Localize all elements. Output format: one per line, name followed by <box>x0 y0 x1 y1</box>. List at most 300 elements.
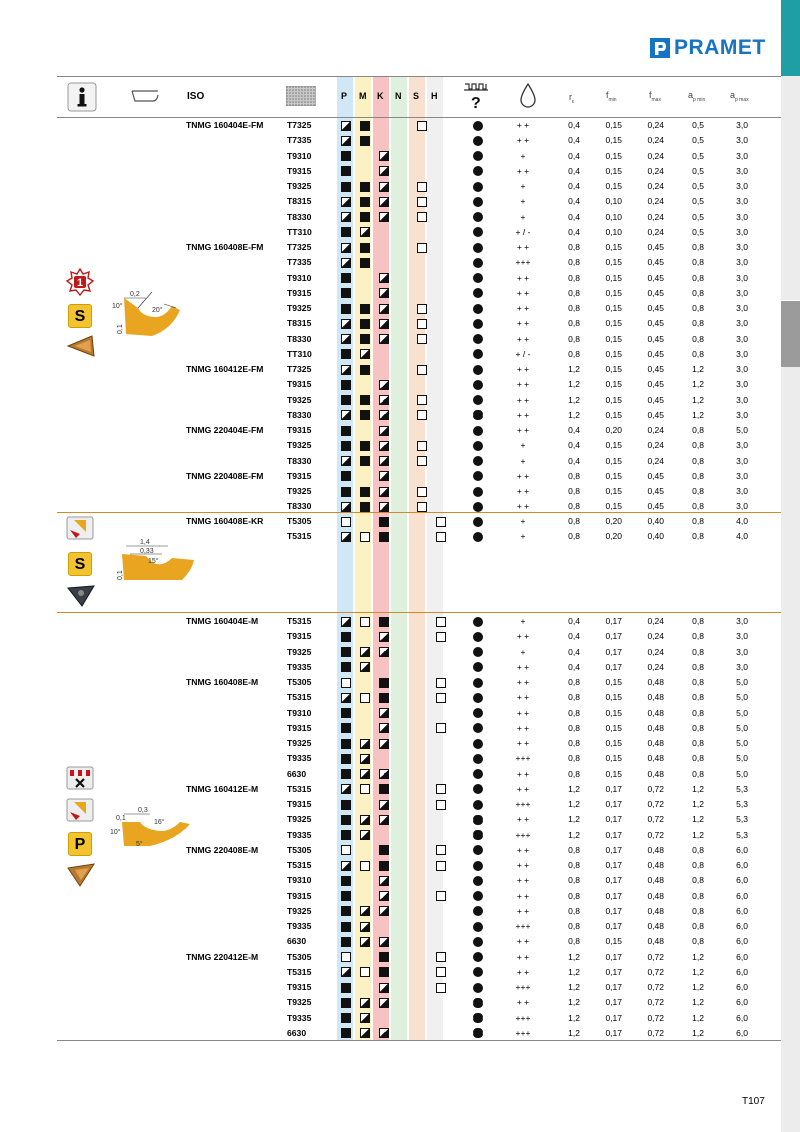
grade-code: T9315 <box>287 425 312 435</box>
cutting-stability-mark <box>473 410 483 420</box>
suitability-K <box>379 983 389 993</box>
svg-text:1: 1 <box>77 277 84 289</box>
feed-min: 0,15 <box>605 364 622 374</box>
depth-max: 5,0 <box>736 425 748 435</box>
feed-max: 0,45 <box>647 287 664 298</box>
corner-radius: 0,8 <box>568 905 580 916</box>
suitability-H <box>436 952 446 962</box>
depth-min: 0,8 <box>692 905 704 916</box>
corner-radius: 0,8 <box>568 707 580 718</box>
feed-max: 0,72 <box>647 829 664 840</box>
table-header <box>57 76 781 118</box>
feed-min: 0,15 <box>605 257 622 268</box>
suitability-K <box>379 815 389 825</box>
feed-max: 0,24 <box>647 181 664 191</box>
rc-header: $r_\varepsilon$ <box>569 92 575 105</box>
depth-max: 3,0 <box>736 455 748 466</box>
cutting-stability-mark <box>473 502 483 512</box>
condition-rating: +++ <box>515 921 531 931</box>
triangular-insert-dark-icon <box>66 584 96 608</box>
condition-rating: + + <box>516 394 530 405</box>
condition-rating: + <box>520 150 526 161</box>
cutting-stability-mark <box>473 967 483 977</box>
suitability-H <box>436 784 446 794</box>
suitability-P <box>341 136 351 146</box>
suitability-M <box>360 395 370 405</box>
feed-max: 0,48 <box>647 677 664 687</box>
suitability-P <box>341 487 351 497</box>
suitability-P <box>341 166 351 176</box>
grade-code: T7335 <box>287 257 312 268</box>
feed-max: 0,48 <box>647 768 664 779</box>
grade-code: TT310 <box>287 226 312 237</box>
depth-max: 5,0 <box>736 677 748 687</box>
corner-radius: 0,8 <box>568 875 580 886</box>
depth-min: 0,5 <box>692 120 704 130</box>
suitability-M <box>360 227 370 237</box>
suitability-K <box>379 273 389 283</box>
depth-max: 5,0 <box>736 738 748 748</box>
m-a3: 5° <box>136 841 143 848</box>
suitability-P <box>341 334 351 344</box>
suitability-K <box>379 800 389 810</box>
grade-code: T7325 <box>287 364 312 374</box>
triangular-insert-icon <box>66 862 96 888</box>
suitability-P <box>341 395 351 405</box>
suitability-K <box>379 212 389 222</box>
depth-min: 0,8 <box>692 631 704 642</box>
suitability-H <box>436 983 446 993</box>
fm-h: 0,1 <box>117 324 124 334</box>
depth-min: 0,8 <box>692 425 704 435</box>
grade-code: T9325 <box>287 394 312 405</box>
cutting-stability-mark <box>473 441 483 451</box>
suitability-K <box>379 441 389 451</box>
suitability-K <box>379 906 389 916</box>
suitability-K <box>379 617 389 627</box>
grade-code: T9335 <box>287 1012 312 1023</box>
cutting-stability-mark <box>473 693 483 703</box>
feed-max: 0,45 <box>647 242 664 252</box>
suitability-H <box>436 617 446 627</box>
feed-min: 0,17 <box>605 921 622 931</box>
feed-min: 0,17 <box>605 844 622 855</box>
depth-min: 0,8 <box>692 440 704 451</box>
feed-min: 0,17 <box>605 951 622 962</box>
depth-max: 3,0 <box>736 333 748 344</box>
depth-min: 0,8 <box>692 738 704 748</box>
suitability-S <box>417 502 427 512</box>
section-tab-active[interactable] <box>781 0 800 76</box>
feed-min: 0,17 <box>605 631 622 642</box>
depth-max: 5,0 <box>736 692 748 703</box>
suitability-P <box>341 365 351 375</box>
suitability-P <box>341 632 351 642</box>
cutting-stability-mark <box>473 815 483 825</box>
corner-radius: 0,8 <box>568 242 580 252</box>
depth-max: 3,0 <box>736 470 748 481</box>
suitability-K <box>379 693 389 703</box>
grade-code: T8330 <box>287 409 312 420</box>
cutting-stability-mark <box>473 983 483 993</box>
suitability-S <box>417 304 427 314</box>
suitability-P <box>341 693 351 703</box>
grade-code: T8315 <box>287 196 312 207</box>
suitability-M <box>360 334 370 344</box>
feed-min: 0,10 <box>605 226 622 237</box>
corner-radius: 1,2 <box>568 394 580 405</box>
condition-rating: +++ <box>515 257 531 268</box>
grade-code: T9315 <box>287 799 312 809</box>
feed-max: 0,24 <box>647 455 664 466</box>
iso-code: TNMG 160408E-KR <box>186 516 264 526</box>
condition-rating: +++ <box>515 829 531 840</box>
suitability-M <box>360 617 370 627</box>
depth-max: 3,0 <box>736 287 748 298</box>
corner-radius: 0,8 <box>568 287 580 298</box>
fm-a1: 10° <box>112 303 123 310</box>
suitability-H <box>436 861 446 871</box>
condition-rating: + + <box>516 631 530 642</box>
section-tab-strip <box>781 0 800 1132</box>
corner-radius: 0,8 <box>568 768 580 779</box>
depth-max: 3,0 <box>736 501 748 512</box>
corner-radius: 1,2 <box>568 814 580 825</box>
depth-max: 3,0 <box>736 303 748 313</box>
feed-max: 0,48 <box>647 860 664 870</box>
corner-radius: 0,8 <box>568 531 580 542</box>
suitability-M <box>360 784 370 794</box>
suitability-P <box>341 410 351 420</box>
suitability-M <box>360 662 370 672</box>
feed-max: 0,48 <box>647 692 664 703</box>
depth-max: 3,0 <box>736 196 748 207</box>
depth-min: 1,2 <box>692 966 704 977</box>
depth-max: 3,0 <box>736 661 748 672</box>
depth-max: 3,0 <box>736 318 748 329</box>
feed-max: 0,48 <box>647 921 664 931</box>
material-group-badge: S <box>68 304 92 328</box>
depth-max: 3,0 <box>736 120 748 130</box>
svg-text:?: ? <box>471 95 481 112</box>
first-choice-icon <box>66 268 94 296</box>
condition-rating: + + <box>516 272 530 283</box>
depth-max: 3,0 <box>736 272 748 283</box>
grade-code: T9325 <box>287 738 312 748</box>
cutting-stability-mark <box>473 845 483 855</box>
grade-code: T5315 <box>287 783 312 794</box>
corner-radius: 0,8 <box>568 890 580 901</box>
grade-code: 6630 <box>287 936 307 947</box>
iso-header: ISO <box>187 91 205 102</box>
material-header-N: N <box>395 91 402 101</box>
depth-max: 3,0 <box>736 211 748 222</box>
corner-radius: 1,2 <box>568 799 580 809</box>
feed-min: 0,15 <box>605 287 622 298</box>
grade-code: T9325 <box>287 905 312 916</box>
suitability-P <box>341 754 351 764</box>
suitability-M <box>360 197 370 207</box>
corner-radius: 1,2 <box>568 379 580 390</box>
cutting-stability-mark <box>473 754 483 764</box>
group-separator <box>57 512 781 513</box>
condition-rating: + + <box>516 783 530 794</box>
suitability-P <box>341 1028 351 1038</box>
m-a1: 16° <box>154 819 165 826</box>
feed-max: 0,45 <box>647 303 664 313</box>
depth-max: 3,0 <box>736 646 748 657</box>
condition-rating: + + <box>516 875 530 886</box>
grade-texture-icon <box>286 86 316 106</box>
feed-max: 0,24 <box>647 165 664 176</box>
corner-radius: 0,8 <box>568 738 580 748</box>
feed-min: 0,17 <box>605 783 622 794</box>
cutting-stability-mark <box>473 304 483 314</box>
grade-code: T9325 <box>287 181 312 191</box>
feed-min: 0,20 <box>605 516 622 526</box>
condition-rating: + + <box>516 303 530 313</box>
feed-min: 0,10 <box>605 211 622 222</box>
grade-code: T9325 <box>287 997 312 1008</box>
grade-code: T9310 <box>287 272 312 283</box>
feed-max: 0,48 <box>647 936 664 947</box>
suitability-S <box>417 365 427 375</box>
depth-min: 0,8 <box>692 303 704 313</box>
cutting-stability-mark <box>473 532 483 542</box>
suitability-M <box>360 861 370 871</box>
condition-rating: +++ <box>515 1012 531 1023</box>
feed-min: 0,17 <box>605 1027 622 1038</box>
cutting-stability-mark <box>473 273 483 283</box>
grade-code: T9315 <box>287 722 312 733</box>
apmax-header: $a_{p max}$ <box>730 90 749 103</box>
condition-rating: +++ <box>515 982 531 992</box>
condition-rating: + + <box>516 936 530 947</box>
suitability-M <box>360 769 370 779</box>
depth-max: 6,0 <box>736 997 748 1008</box>
grade-code: T5315 <box>287 616 312 626</box>
cutting-stability-mark <box>473 769 483 779</box>
suitability-M <box>360 365 370 375</box>
suitability-P <box>341 441 351 451</box>
suitability-P <box>341 739 351 749</box>
suitability-P <box>341 273 351 283</box>
corner-radius: 0,4 <box>568 150 580 161</box>
corner-radius: 0,8 <box>568 860 580 870</box>
condition-rating: +++ <box>515 753 531 764</box>
suitability-K <box>379 1028 389 1038</box>
grade-code: T5315 <box>287 860 312 870</box>
cutting-stability-mark <box>473 632 483 642</box>
grade-code: T9325 <box>287 440 312 451</box>
depth-min: 0,8 <box>692 936 704 947</box>
condition-rating: + <box>520 181 526 191</box>
condition-rating: + + <box>516 318 530 329</box>
depth-max: 5,3 <box>736 783 748 794</box>
suitability-K <box>379 395 389 405</box>
feed-min: 0,17 <box>605 814 622 825</box>
heavy-cut-icon <box>66 798 94 822</box>
suitability-K <box>379 723 389 733</box>
feed-max: 0,45 <box>647 394 664 405</box>
suitability-K <box>379 304 389 314</box>
feed-max: 0,72 <box>647 814 664 825</box>
depth-max: 6,0 <box>736 1012 748 1023</box>
feed-max: 0,40 <box>647 531 664 542</box>
suitability-K <box>379 182 389 192</box>
corner-radius: 1,2 <box>568 982 580 992</box>
condition-rating: + + <box>516 470 530 481</box>
depth-min: 0,5 <box>692 211 704 222</box>
grade-code: T9310 <box>287 707 312 718</box>
cutting-stability-mark <box>473 708 483 718</box>
feed-max: 0,48 <box>647 753 664 764</box>
depth-max: 6,0 <box>736 875 748 886</box>
suitability-P <box>341 243 351 253</box>
corner-radius: 0,8 <box>568 257 580 268</box>
cutting-stability-mark <box>473 380 483 390</box>
suitability-S <box>417 456 427 466</box>
depth-min: 0,8 <box>692 661 704 672</box>
suitability-M <box>360 349 370 359</box>
grade-code: TT310 <box>287 348 312 359</box>
suitability-P <box>341 380 351 390</box>
suitability-P <box>341 319 351 329</box>
iso-code: TNMG 160404E-FM <box>186 120 264 130</box>
feed-max: 0,45 <box>647 333 664 344</box>
suitability-M <box>360 906 370 916</box>
depth-max: 3,0 <box>736 364 748 374</box>
feed-min: 0,15 <box>605 333 622 344</box>
brand-name: PRAMET <box>674 36 766 59</box>
condition-rating: + <box>520 211 526 222</box>
feed-max: 0,24 <box>647 150 664 161</box>
cutting-stability-mark <box>473 121 483 131</box>
suitability-S <box>417 410 427 420</box>
section-tab-turning[interactable] <box>781 300 800 367</box>
feed-min: 0,15 <box>605 692 622 703</box>
depth-min: 0,8 <box>692 287 704 298</box>
cutting-stability-mark <box>473 288 483 298</box>
depth-max: 6,0 <box>736 936 748 947</box>
corner-radius: 0,4 <box>568 440 580 451</box>
feed-max: 0,45 <box>647 501 664 512</box>
condition-rating: + + <box>516 860 530 870</box>
grade-code: T8330 <box>287 455 312 466</box>
condition-rating: + + <box>516 966 530 977</box>
suitability-P <box>341 723 351 733</box>
corner-radius: 0,4 <box>568 181 580 191</box>
feed-max: 0,72 <box>647 982 664 992</box>
condition-rating: + + <box>516 425 530 435</box>
depth-min: 0,8 <box>692 692 704 703</box>
feed-max: 0,24 <box>647 425 664 435</box>
grade-code: T5315 <box>287 531 312 542</box>
suitability-K <box>379 861 389 871</box>
corner-radius: 0,4 <box>568 120 580 130</box>
corner-radius: 0,8 <box>568 844 580 855</box>
fm-w1: 0,2 <box>130 291 140 298</box>
feed-min: 0,15 <box>605 379 622 390</box>
material-group-badge: S <box>68 552 92 576</box>
depth-min: 0,8 <box>692 257 704 268</box>
cutting-stability-mark <box>473 212 483 222</box>
suitability-K <box>379 632 389 642</box>
grade-code: T8315 <box>287 318 312 329</box>
corner-radius: 0,8 <box>568 470 580 481</box>
feed-min: 0,17 <box>605 829 622 840</box>
suitability-S <box>417 395 427 405</box>
condition-rating: + / - <box>515 226 531 237</box>
depth-max: 3,0 <box>736 135 748 146</box>
depth-min: 1,2 <box>692 1027 704 1038</box>
suitability-H <box>436 632 446 642</box>
feed-max: 0,45 <box>647 272 664 283</box>
cutting-stability-mark <box>473 487 483 497</box>
group-separator <box>57 612 781 613</box>
corner-radius: 0,8 <box>568 936 580 947</box>
suitability-M <box>360 258 370 268</box>
suitability-H <box>436 800 446 810</box>
suitability-P <box>341 876 351 886</box>
iso-code: TNMG 160412E-FM <box>186 364 264 374</box>
depth-max: 3,0 <box>736 150 748 161</box>
suitability-M <box>360 922 370 932</box>
depth-min: 0,5 <box>692 226 704 237</box>
depth-min: 0,8 <box>692 722 704 733</box>
feed-max: 0,72 <box>647 997 664 1008</box>
suitability-P <box>341 815 351 825</box>
feed-max: 0,45 <box>647 257 664 268</box>
condition-rating: + <box>520 455 526 466</box>
suitability-P <box>341 456 351 466</box>
depth-min: 1,2 <box>692 379 704 390</box>
suitability-P <box>341 937 351 947</box>
feed-min: 0,17 <box>605 905 622 916</box>
iso-code: TNMG 160408E-FM <box>186 242 264 252</box>
cutting-stability-mark <box>473 258 483 268</box>
depth-min: 0,8 <box>692 646 704 657</box>
suitability-P <box>341 288 351 298</box>
m-a2: 10° <box>110 829 121 836</box>
depth-max: 5,3 <box>736 799 748 809</box>
feed-min: 0,20 <box>605 425 622 435</box>
material-band-N <box>391 76 407 1041</box>
depth-max: 5,3 <box>736 814 748 825</box>
depth-min: 0,8 <box>692 890 704 901</box>
suitability-S <box>417 243 427 253</box>
suitability-P <box>341 471 351 481</box>
grade-code: 6630 <box>287 1027 307 1038</box>
depth-min: 1,2 <box>692 1012 704 1023</box>
suitability-M <box>360 693 370 703</box>
suitability-P <box>341 502 351 512</box>
suitability-K <box>379 319 389 329</box>
suitability-M <box>360 647 370 657</box>
feed-min: 0,15 <box>605 501 622 512</box>
suitability-K <box>379 678 389 688</box>
cutting-stability-mark <box>473 662 483 672</box>
suitability-S <box>417 319 427 329</box>
feed-max: 0,45 <box>647 470 664 481</box>
suitability-K <box>379 647 389 657</box>
cutting-stability-mark <box>473 922 483 932</box>
feed-min: 0,15 <box>605 318 622 329</box>
depth-max: 3,0 <box>736 181 748 191</box>
suitability-H <box>436 891 446 901</box>
condition-rating: + + <box>516 707 530 718</box>
grade-code: T7325 <box>287 242 312 252</box>
